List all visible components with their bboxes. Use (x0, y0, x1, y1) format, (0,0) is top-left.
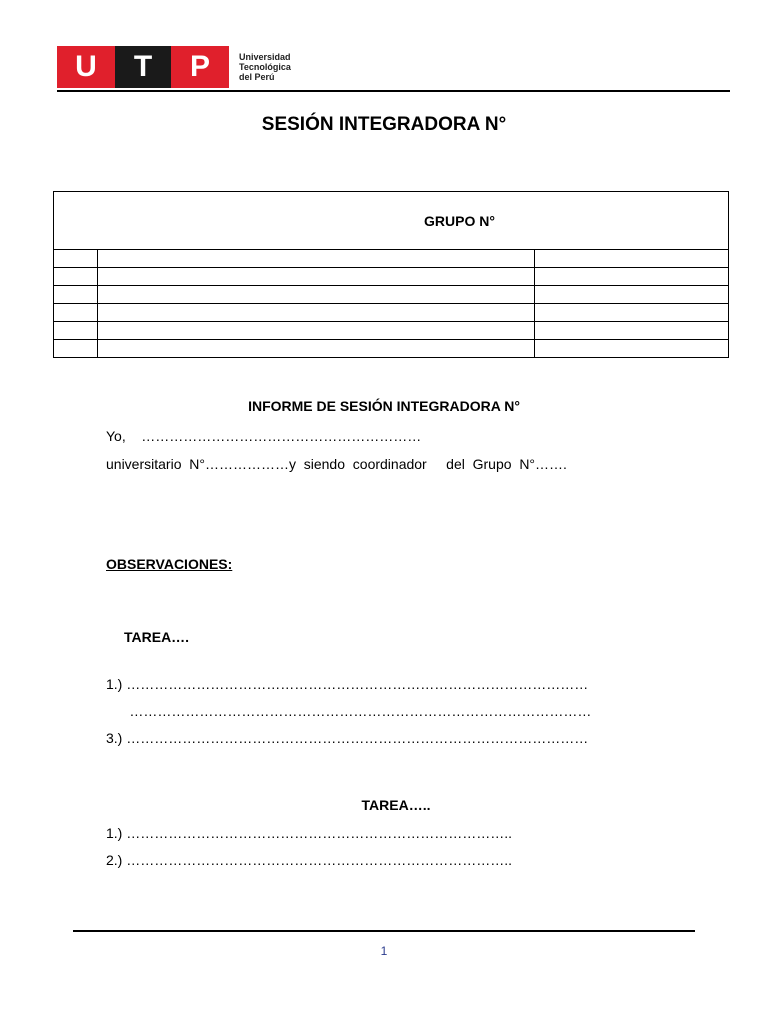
table-row (54, 304, 729, 322)
table-cell[interactable] (98, 286, 535, 304)
tarea-2-item: 2.) ……………………………………………………………………….. (106, 852, 513, 868)
informe-name-line: Yo, …………………………………………………… (106, 428, 422, 444)
table-cell[interactable] (54, 268, 98, 286)
tarea-1-item: 3.) ……………………………………………………………………………………… (106, 730, 589, 746)
table-cell[interactable] (535, 250, 729, 268)
tarea-2-title: TAREA….. (361, 797, 431, 813)
table-cell[interactable] (54, 286, 98, 304)
table-cell[interactable] (54, 304, 98, 322)
logo-text-line: Universidad (239, 52, 291, 62)
table-cell[interactable] (535, 268, 729, 286)
group-table (53, 191, 729, 358)
header-divider (57, 90, 730, 92)
table-cell[interactable] (535, 286, 729, 304)
table-cell[interactable] (98, 322, 535, 340)
table-cell[interactable] (98, 340, 535, 358)
logo-text-line: Tecnológica (239, 62, 291, 72)
page-number: 1 (380, 944, 388, 958)
table-cell[interactable] (54, 340, 98, 358)
group-table-heading-cell (54, 192, 729, 250)
tarea-1-item: ……………………………………………………………………………………… (106, 703, 592, 719)
table-cell[interactable] (98, 250, 535, 268)
table-cell[interactable] (535, 322, 729, 340)
table-row (54, 340, 729, 358)
table-cell[interactable] (54, 322, 98, 340)
group-heading: GRUPO N° (424, 213, 495, 229)
logo-letter-u: U (57, 46, 115, 88)
logo-letter-p: P (171, 46, 229, 88)
table-row (54, 322, 729, 340)
table-cell[interactable] (98, 304, 535, 322)
table-row (54, 250, 729, 268)
logo-text-line: del Perú (239, 72, 275, 82)
table-row (54, 286, 729, 304)
utp-logo (57, 46, 291, 88)
tarea-2-item: 1.) ……………………………………………………………………….. (106, 825, 513, 841)
document-title: SESIÓN INTEGRADORA N° (261, 114, 507, 135)
informe-title: INFORME DE SESIÓN INTEGRADORA N° (248, 398, 520, 414)
table-cell[interactable] (535, 304, 729, 322)
table-cell[interactable] (98, 268, 535, 286)
tarea-1-item: 1.) ……………………………………………………………………………………… (106, 676, 589, 692)
tarea-1-title: TAREA…. (124, 629, 190, 645)
observaciones-title: OBSERVACIONES: (106, 556, 233, 572)
logo-letter-t: T (115, 46, 171, 88)
footer-divider (73, 930, 695, 932)
informe-student-line: universitario N°………………y siendo coordinador del Grupo N°……. (106, 456, 567, 472)
table-cell[interactable] (54, 250, 98, 268)
table-row (54, 268, 729, 286)
table-cell[interactable] (535, 340, 729, 358)
logo-university-name (239, 52, 291, 82)
